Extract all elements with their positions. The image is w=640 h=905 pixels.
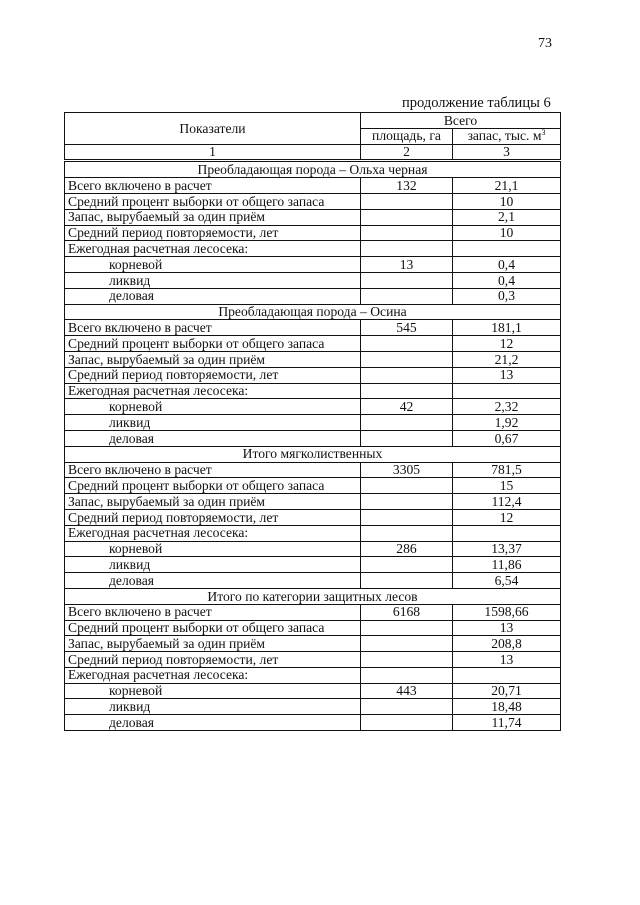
row-label: ликвид — [65, 699, 361, 715]
row-label: деловая — [65, 573, 361, 589]
table-row — [65, 525, 561, 541]
table-row — [65, 272, 561, 288]
section-title: Преобладающая порода – Осина — [65, 304, 561, 320]
header-row-1 — [65, 113, 561, 129]
row-label: деловая — [65, 715, 361, 731]
row-label: Средний период повторяемости, лет — [65, 509, 361, 525]
row-stock-value: 13,37 — [453, 541, 561, 557]
table-row — [65, 541, 561, 557]
table-row — [65, 557, 561, 573]
row-area-value — [361, 351, 453, 367]
table-row — [65, 699, 561, 715]
table-row — [65, 573, 561, 589]
row-stock-value: 781,5 — [453, 462, 561, 478]
column-number: 3 — [453, 144, 561, 161]
table-row — [65, 478, 561, 494]
header-stock — [453, 128, 561, 144]
table-row — [65, 336, 561, 352]
row-area-value — [361, 509, 453, 525]
row-stock-value: 10 — [453, 225, 561, 241]
section-title: Итого по категории защитных лесов — [65, 588, 561, 604]
table-row — [65, 367, 561, 383]
table-body — [65, 113, 561, 731]
column-numbers-row — [65, 144, 561, 161]
row-label: Запас, вырубаемый за один приём — [65, 636, 361, 652]
row-stock-value: 0,3 — [453, 288, 561, 304]
row-area-value: 3305 — [361, 462, 453, 478]
row-stock-value: 0,4 — [453, 272, 561, 288]
row-label: Ежегодная расчетная лесосека: — [65, 383, 361, 399]
section-row — [65, 588, 561, 604]
row-area-value — [361, 383, 453, 399]
row-stock-value: 21,1 — [453, 178, 561, 194]
table-row — [65, 636, 561, 652]
table-row — [65, 225, 561, 241]
row-label: Ежегодная расчетная лесосека: — [65, 525, 361, 541]
row-area-value — [361, 636, 453, 652]
row-area-value — [361, 667, 453, 683]
table-row — [65, 399, 561, 415]
row-stock-value: 21,2 — [453, 351, 561, 367]
table-row — [65, 383, 561, 399]
row-label: Средний процент выборки от общего запаса — [65, 478, 361, 494]
row-label: Ежегодная расчетная лесосека: — [65, 667, 361, 683]
row-stock-value — [453, 525, 561, 541]
row-stock-value: 2,32 — [453, 399, 561, 415]
row-label: деловая — [65, 288, 361, 304]
table-row — [65, 288, 561, 304]
section-row — [65, 304, 561, 320]
row-stock-value: 181,1 — [453, 320, 561, 336]
row-area-value — [361, 193, 453, 209]
row-stock-value: 15 — [453, 478, 561, 494]
row-label: корневой — [65, 683, 361, 699]
header-total: Всего — [361, 113, 561, 129]
row-stock-value: 11,86 — [453, 557, 561, 573]
row-label: корневой — [65, 257, 361, 273]
row-label: ликвид — [65, 415, 361, 431]
row-area-value — [361, 336, 453, 352]
row-stock-value: 112,4 — [453, 494, 561, 510]
table-row — [65, 241, 561, 257]
table-row — [65, 620, 561, 636]
row-stock-value — [453, 241, 561, 257]
row-label: Средний процент выборки от общего запаса — [65, 620, 361, 636]
row-stock-value: 10 — [453, 193, 561, 209]
row-label: Средний процент выборки от общего запаса — [65, 336, 361, 352]
forest-cutting-table — [64, 112, 561, 731]
table-row — [65, 509, 561, 525]
row-area-value — [361, 620, 453, 636]
row-stock-value: 0,67 — [453, 430, 561, 446]
row-label: Запас, вырубаемый за один приём — [65, 351, 361, 367]
section-row — [65, 446, 561, 462]
table-row — [65, 415, 561, 431]
row-area-value — [361, 288, 453, 304]
row-stock-value — [453, 383, 561, 399]
row-label: Всего включено в расчет — [65, 178, 361, 194]
table-row — [65, 257, 561, 273]
row-area-value — [361, 367, 453, 383]
row-label: Средний период повторяемости, лет — [65, 225, 361, 241]
table-row — [65, 430, 561, 446]
header-stock-unit-exponent: 3 — [541, 128, 546, 138]
row-area-value: 286 — [361, 541, 453, 557]
section-row — [65, 161, 561, 178]
row-area-value: 13 — [361, 257, 453, 273]
table-row — [65, 652, 561, 668]
row-label: Запас, вырубаемый за один приём — [65, 209, 361, 225]
row-area-value — [361, 715, 453, 731]
row-area-value: 132 — [361, 178, 453, 194]
row-label: Запас, вырубаемый за один приём — [65, 494, 361, 510]
table-row — [65, 715, 561, 731]
row-area-value: 42 — [361, 399, 453, 415]
table-row — [65, 667, 561, 683]
row-stock-value: 13 — [453, 620, 561, 636]
row-area-value — [361, 209, 453, 225]
section-title: Итого мягколиственных — [65, 446, 561, 462]
table-row — [65, 494, 561, 510]
row-area-value — [361, 241, 453, 257]
row-area-value: 545 — [361, 320, 453, 336]
row-label: Средний процент выборки от общего запаса — [65, 193, 361, 209]
row-label: Всего включено в расчет — [65, 320, 361, 336]
header-stock-label: запас, тыс. м — [467, 128, 542, 144]
page-number: 73 — [538, 36, 552, 51]
row-stock-value: 6,54 — [453, 573, 561, 589]
row-stock-value: 0,4 — [453, 257, 561, 273]
row-stock-value: 1,92 — [453, 415, 561, 431]
row-stock-value: 13 — [453, 652, 561, 668]
table-row — [65, 683, 561, 699]
row-stock-value: 12 — [453, 509, 561, 525]
row-stock-value: 18,48 — [453, 699, 561, 715]
section-title: Преобладающая порода – Ольха черная — [65, 161, 561, 178]
row-area-value — [361, 430, 453, 446]
row-area-value — [361, 272, 453, 288]
row-stock-value: 1598,66 — [453, 604, 561, 620]
row-label: Всего включено в расчет — [65, 604, 361, 620]
row-label: Всего включено в расчет — [65, 462, 361, 478]
row-label: Средний период повторяемости, лет — [65, 652, 361, 668]
row-area-value — [361, 652, 453, 668]
header-area: площадь, га — [361, 128, 453, 144]
column-number: 2 — [361, 144, 453, 161]
table-row — [65, 604, 561, 620]
row-label: корневой — [65, 399, 361, 415]
table-continuation-caption: продолжение таблицы 6 — [402, 95, 551, 111]
row-area-value: 6168 — [361, 604, 453, 620]
column-number: 1 — [65, 144, 361, 161]
row-stock-value: 12 — [453, 336, 561, 352]
row-area-value — [361, 557, 453, 573]
row-label: деловая — [65, 430, 361, 446]
row-label: Средний период повторяемости, лет — [65, 367, 361, 383]
row-area-value — [361, 225, 453, 241]
row-stock-value — [453, 667, 561, 683]
table-row — [65, 320, 561, 336]
row-label: ликвид — [65, 272, 361, 288]
row-stock-value: 11,74 — [453, 715, 561, 731]
row-stock-value: 208,8 — [453, 636, 561, 652]
row-area-value — [361, 415, 453, 431]
table-row — [65, 462, 561, 478]
table-row — [65, 351, 561, 367]
row-area-value — [361, 525, 453, 541]
row-stock-value: 2,1 — [453, 209, 561, 225]
table-row — [65, 209, 561, 225]
row-area-value — [361, 699, 453, 715]
row-stock-value: 20,71 — [453, 683, 561, 699]
row-stock-value: 13 — [453, 367, 561, 383]
table-row — [65, 178, 561, 194]
row-area-value: 443 — [361, 683, 453, 699]
row-label: корневой — [65, 541, 361, 557]
row-label: ликвид — [65, 557, 361, 573]
row-area-value — [361, 478, 453, 494]
header-indicators: Показатели — [65, 113, 361, 145]
row-area-value — [361, 494, 453, 510]
row-area-value — [361, 573, 453, 589]
table-row — [65, 193, 561, 209]
row-label: Ежегодная расчетная лесосека: — [65, 241, 361, 257]
